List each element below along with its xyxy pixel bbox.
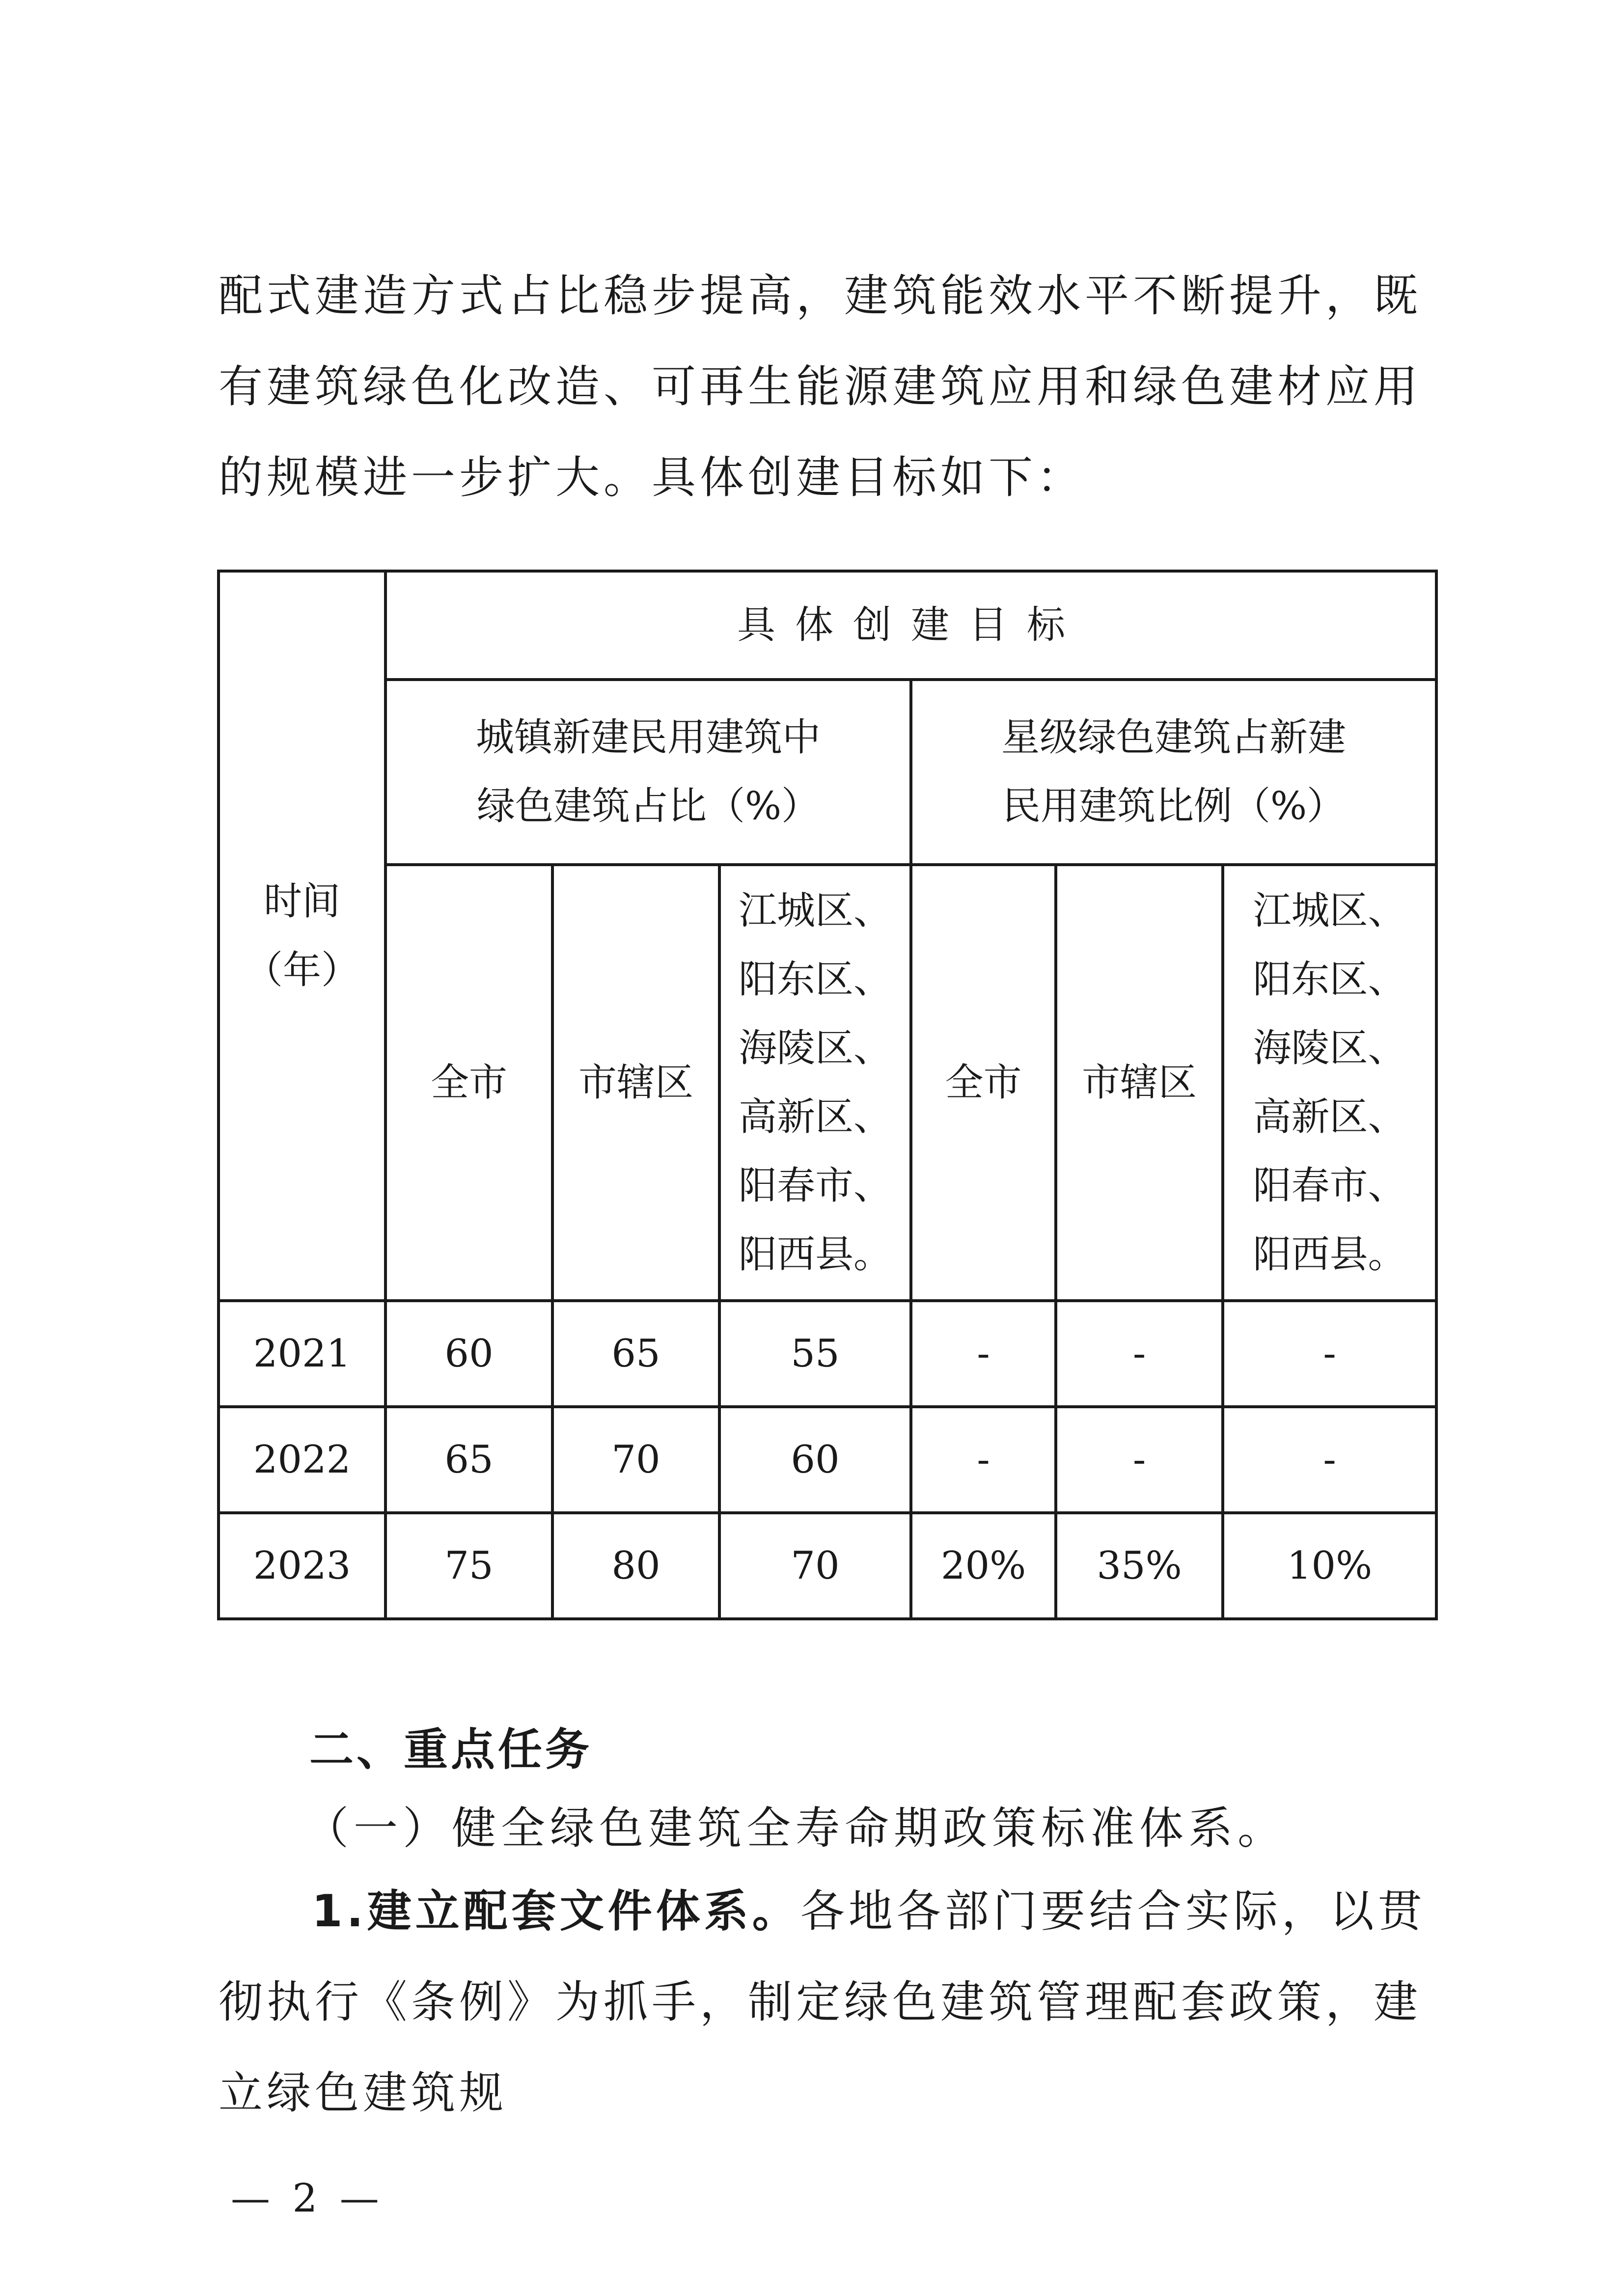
star-share-header-line1: 星级绿色建筑占新建 — [1001, 715, 1347, 760]
cell-star-all: - — [911, 1407, 1056, 1513]
item1-paragraph — [219, 1866, 1436, 2138]
cell-green-all: 60 — [385, 1301, 552, 1407]
district-item: 阳东区、 — [1253, 957, 1406, 1002]
col-urban-green: 市辖区 — [552, 865, 719, 1301]
cell-year: 2022 — [219, 1407, 385, 1513]
star-share-header-line2: 民用建筑比例（%） — [1002, 784, 1346, 829]
section-heading: 二、重点任务 — [309, 1724, 592, 1776]
cell-star-all: - — [911, 1301, 1056, 1407]
district-item: 江城区、 — [738, 888, 892, 933]
district-item: 阳西县。 — [738, 1232, 892, 1277]
page-number: — 2 — — [231, 2175, 384, 2221]
green-share-header-line2: 绿色建筑占比（%） — [476, 784, 820, 829]
cell-green-other: 70 — [719, 1513, 911, 1619]
cell-star-other: 10% — [1223, 1513, 1436, 1619]
green-share-header — [385, 680, 911, 865]
item1-text: 各地各部门要结合实际，以贯彻执行《条例》为抓手，制定绿色建筑管理配套政策，建立绿色建筑规 — [219, 1886, 1426, 2119]
time-header-line1: 时间 — [263, 879, 340, 924]
district-item: 海陵区、 — [738, 1026, 892, 1070]
table-row — [219, 1513, 1436, 1619]
cell-star-urban: 35% — [1056, 1513, 1223, 1619]
cell-green-urban: 65 — [552, 1301, 719, 1407]
time-header — [219, 571, 385, 1301]
cell-green-urban: 80 — [552, 1513, 719, 1619]
col-all-city-star: 全市 — [911, 865, 1056, 1301]
col-districts-green — [719, 865, 911, 1301]
green-share-header-line1: 城镇新建民用建筑中 — [475, 715, 821, 760]
district-item: 阳春市、 — [1253, 1163, 1406, 1208]
district-item: 江城区、 — [1253, 888, 1406, 933]
col-districts-star — [1223, 865, 1436, 1301]
cell-green-other: 60 — [719, 1407, 911, 1513]
cell-star-other: - — [1223, 1301, 1436, 1407]
cell-star-urban: - — [1056, 1301, 1223, 1407]
star-share-header — [911, 680, 1436, 865]
cell-year: 2021 — [219, 1301, 385, 1407]
cell-star-urban: - — [1056, 1407, 1223, 1513]
table-row — [219, 1301, 1436, 1407]
subsection-heading: （一）健全绿色建筑全寿命期政策标准体系。 — [304, 1803, 1287, 1854]
main-header: 具体创建目标 — [385, 571, 1436, 680]
item1-label: 1.建立配套文件体系。 — [312, 1886, 800, 1937]
table-row — [219, 1407, 1436, 1513]
cell-green-all: 65 — [385, 1407, 552, 1513]
district-item: 阳西县。 — [1253, 1232, 1406, 1277]
time-header-line2: （年） — [244, 948, 359, 993]
cell-star-all: 20% — [911, 1513, 1056, 1619]
district-item: 阳东区、 — [738, 957, 892, 1002]
cell-green-urban: 70 — [552, 1407, 719, 1513]
cell-green-other: 55 — [719, 1301, 911, 1407]
intro-paragraph: 配式建造方式占比稳步提高，建筑能效水平不断提升，既有建筑绿色化改造、可再生能源建筑应用和绿色建材应用的规模进一步扩大。具体创建目标如下： — [219, 270, 1422, 503]
cell-star-other: - — [1223, 1407, 1436, 1513]
cell-year: 2023 — [219, 1513, 385, 1619]
col-urban-star: 市辖区 — [1056, 865, 1223, 1301]
col-all-city-green: 全市 — [385, 865, 552, 1301]
district-item: 高新区、 — [1253, 1094, 1406, 1139]
district-item: 海陵区、 — [1253, 1026, 1406, 1070]
district-item: 高新区、 — [738, 1094, 892, 1139]
district-item: 阳春市、 — [738, 1163, 892, 1208]
cell-green-all: 75 — [385, 1513, 552, 1619]
targets-table — [217, 570, 1438, 1620]
